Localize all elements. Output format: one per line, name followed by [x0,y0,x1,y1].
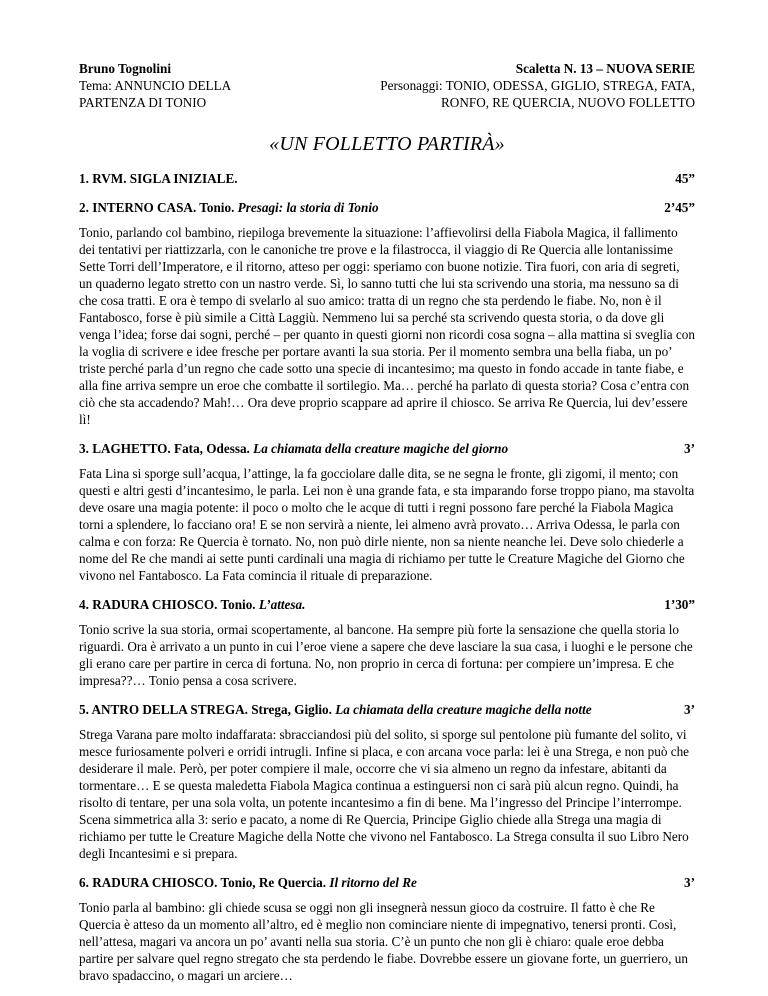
scene-heading-text: 2. INTERNO CASA. Tonio. [79,200,235,215]
header-right [380,60,695,111]
scene-heading [79,701,695,718]
scene-5 [79,701,695,862]
scene-heading-text: 3. LAGHETTO. Fata, Odessa. [79,441,250,456]
scaletta-number: Scaletta N. 13 – NUOVA SERIE [515,61,695,76]
scene-duration: 3’ [684,702,695,717]
scene-description: Tonio parla al bambino: gli chiede scusa se oggi non gli insegnerà nessun gioco da costruire. Il fatto è che Re Quercia è atteso da un momento all’altro, ed è meglio non cominciare niente di impegnativo, tenersi pronti. Così, nell’attesa, magari va ancora un po’ avanti nella sua storia. C’è un punto che non gli è chiaro: quale eroe debba partire per salvare quel regno stregato che sta perdendo le fiabe. Dovrebbe essere un giovane forte, un guerriero, un bravo spadaccino, o magari un arciere… [79,900,688,983]
scene-description: Fata Lina si sporge sull’acqua, l’attinge, la fa gocciolare dalle dita, se ne segna le fronte, gli zigomi, il mento; con questi e altri gesti d’incantesimo, le parla. Lei non è una grande fata, e sta imparando forse troppo piano, ma stavolta deve osare una magia potente: il poco o molto che le acque di tutti i regni possono fare perché la Fiabola Magica torni a splendere, lo facciano ora! E se non servirà a niente, lei almeno avrà provato… Arriva Odessa, le parla con calma e con forza: Re Quercia è tornato. No, non può dirle niente, non sa niente neanche lei. Deve solo chiederle a nome del Re che mandi ai sette punti cardinali una magia di richiamo per tutte le Creature Magiche del Giorno che vivono nel Fantabosco. La Fata comincia il rituale di preparazione. [79,466,695,583]
personaggi-line-1: Personaggi: TONIO, ODESSA, GIGLIO, STREGA, FATA, [380,78,695,93]
scene-4 [79,596,695,689]
scene-description: Tonio scrive la sua storia, ormai scopertamente, al bancone. Ha sempre più forte la sensazione che quella storia lo riguardi. Ora è arrivato a un punto in cui l’eroe viene a sapere che deve lasciare la sua casa, i luoghi e le persone che gli erano care per partire in cerca di fortuna. No, non proprio in cerca di fortuna: per compiere un’impresa. E che impresa??… Tonio pensa a cosa scrivere. [79,622,693,688]
scene-duration: 45” [675,171,695,186]
scene-description: Tonio, parlando col bambino, riepiloga brevemente la situazione: l’affievolirsi della Fiabola Magica, il fallimento dei tentativi per riattizzarla, con le canoniche tre prove e la filastrocca, il viaggio di Re Quercia alle lontanissime Sette Torri dell’Imperatore, e il ritorno, atteso per oggi: speriamo con buone notizie. Tira fuori, con aria di segreti, un quaderno legato stretto con un nastro verde. Sì, lo sanno tutti che lui sta scrivendo una storia, ma nessuno sa di che cosa tratti. E ora è tempo di svelarlo al suo amico: tratta di un regno che sta perdendo le fiabe. No, non è il Fantabosco, forse è più simile a Città Laggiù. Nemmeno lui sa perché sta scrivendo questa storia, o da dove gli venga l’idea; forse dai sogni, perché – per quanto in questi giorni non ricordi cosa sogna – alla mattina si sveglia con la voglia di scrivere e idee fresche per portare avanti la sua storia. Per il momento sembra una bella fiaba, un po’ triste perché parla d’un regno che cade sotto una specie di incantesimo; ma questo in fondo accade in tante fiabe, e alla fine arriva sempre un eroe che combatte il sortilegio. Ma… perché ha parlato di questa storia? Cosa c’entra con ciò che sta accadendo? Mah!… Ora deve proprio scappare ad aprire il chiosco. Se arriva Re Quercia, lui dev’essere lì! [79,225,695,427]
scene-subtitle: La chiamata della creature magiche della notte [335,702,592,717]
scene-heading-text: 4. RADURA CHIOSCO. Tonio. [79,597,256,612]
scene-subtitle: Il ritorno del Re [329,875,417,890]
scene-heading [79,170,695,187]
scene-duration: 3’ [684,441,695,456]
scene-6 [79,874,695,984]
document-header [79,60,695,111]
scene-2 [79,199,695,428]
scene-heading-text: 5. ANTRO DELLA STREGA. Strega, Giglio. [79,702,332,717]
scene-3 [79,440,695,584]
scene-heading [79,596,695,613]
scene-heading-text: 1. RVM. SIGLA INIZIALE. [79,171,238,186]
author-name: Bruno Tognolini [79,61,171,76]
scene-heading-text: 6. RADURA CHIOSCO. Tonio, Re Quercia. [79,875,327,890]
personaggi-line-2: RONFO, RE QUERCIA, NUOVO FOLLETTO [441,95,695,110]
script-page [79,60,695,996]
tema-line-2: PARTENZA DI TONIO [79,95,207,110]
scene-heading [79,874,695,891]
scene-heading [79,440,695,457]
scene-1 [79,170,695,187]
scene-subtitle: La chiamata della creature magiche del giorno [253,441,509,456]
scene-duration: 1’30” [664,597,695,612]
scene-heading [79,199,695,216]
scene-description: Strega Varana pare molto indaffarata: sbracciandosi più del solito, si sporge sul pentolone più fumante del solito, vi mesce furiosamente polveri e orridi intrugli. Infine si placa, e con arcana voce parla: lei è una Strega, e non può che desiderare il male. Però, per poter compiere il male, occorre che vi sia almeno un regno da infestare, abitanti da tormentare… E se questa maledetta Fiabola Magica continua a estinguersi non ci sarà più alcun regno. Quindi, ha risolto di tentare, per una sola volta, un potente incantesimo a fin di bene. Ma l’ingresso del Principe l’interrompe. Scena simmetrica alla 3: serio e pacato, a nome di Re Quercia, Principe Giglio chiede alla Strega una magia di richiamo per tutte le Creature Magiche della Notte che vivono nel Fantabosco. La Strega consulta il suo Libro Nero degli Incantesimi e si prepara. [79,727,690,861]
scene-subtitle: Presagi: la storia di Tonio [237,200,379,215]
tema-line-1: Tema: ANNUNCIO DELLA [79,78,232,93]
scene-subtitle: L’attesa. [258,597,306,612]
scene-duration: 2’45” [664,200,695,215]
episode-title: «UN FOLLETTO PARTIRÀ» [269,133,505,155]
header-left [79,60,231,111]
scene-duration: 3’ [684,875,695,890]
